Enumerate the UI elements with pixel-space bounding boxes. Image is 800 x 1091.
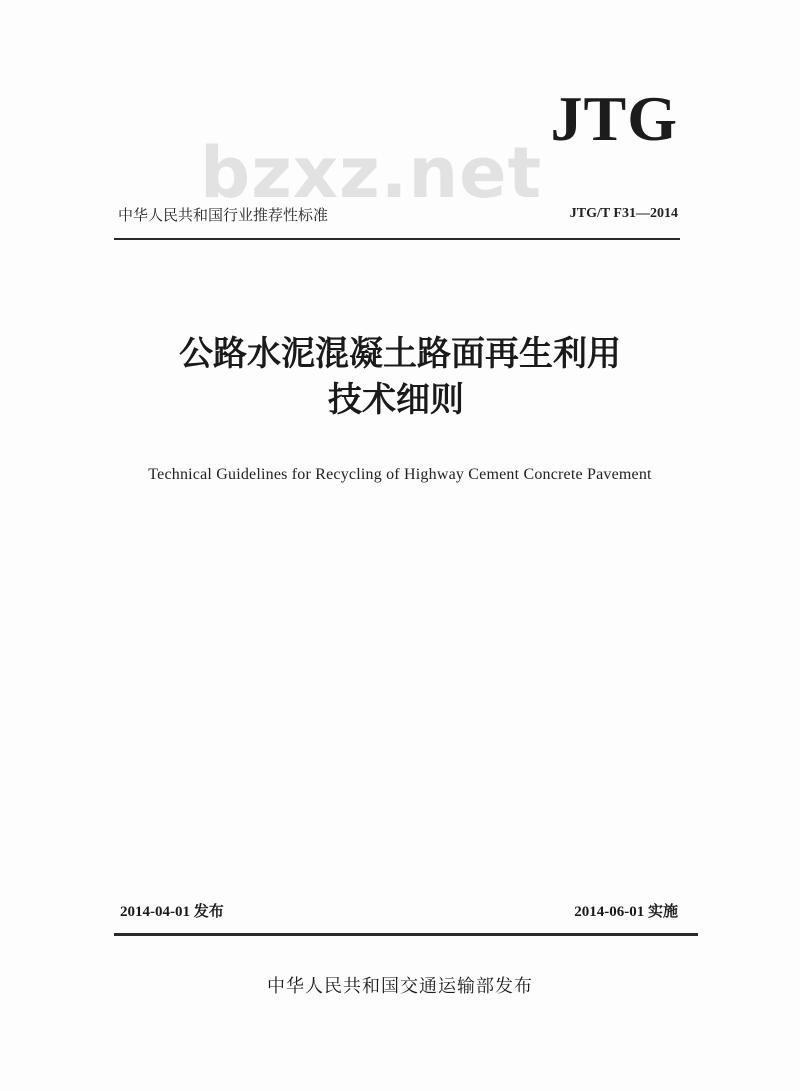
top-divider: [114, 238, 680, 240]
bottom-divider: [114, 933, 698, 936]
title-line-2: 技术细则: [328, 380, 464, 420]
standard-category: 中华人民共和国行业推荐性标准: [118, 206, 329, 224]
english-title: Technical Guidelines for Recycling of Highway Cement Concrete Pavement: [148, 466, 652, 483]
watermark: bzxz.net: [200, 132, 543, 214]
publisher: 中华人民共和国交通运输部发布: [267, 976, 533, 997]
title-line-1: 公路水泥混凝土路面再生利用: [179, 334, 621, 374]
standard-code: JTG/T F31—2014: [569, 206, 678, 221]
publish-date: 2014-04-01 发布: [120, 904, 224, 920]
effective-date: 2014-06-01 实施: [574, 904, 678, 920]
standard-logo: JTG: [550, 83, 678, 154]
